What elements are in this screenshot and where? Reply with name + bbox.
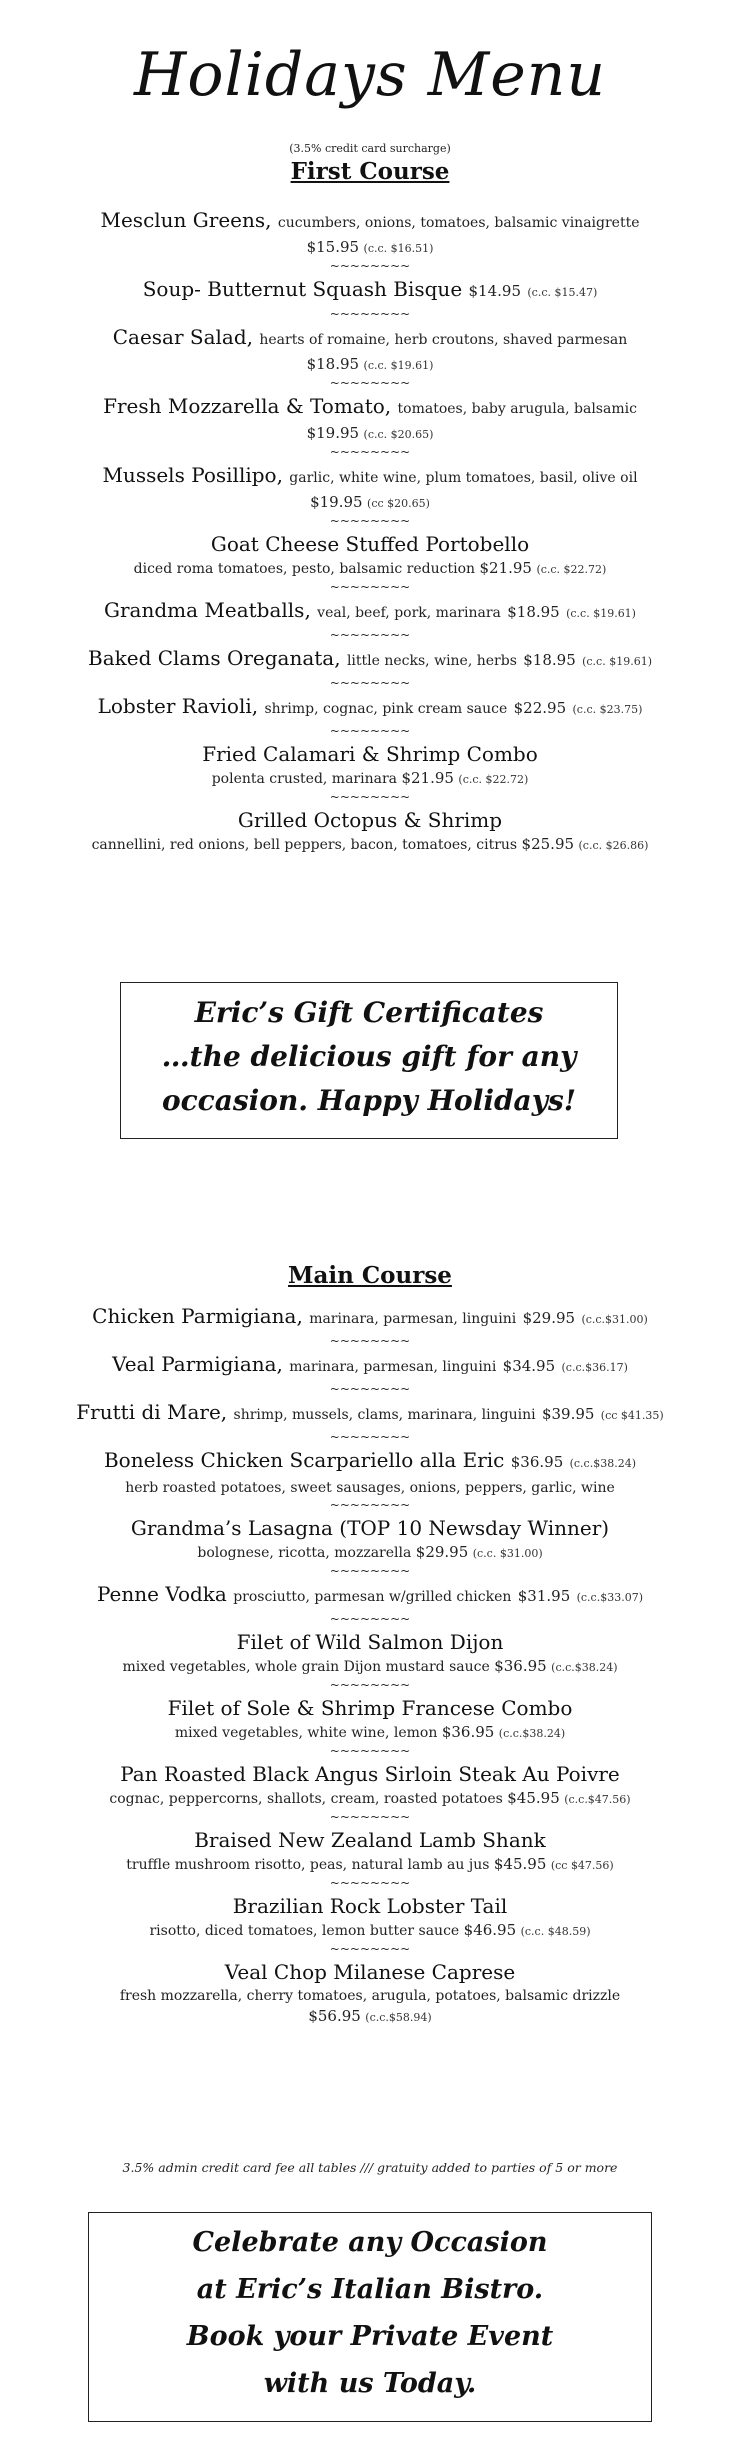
dish-price: $46.95: [463, 1921, 517, 1939]
dish-description: polenta crusted, marinara: [211, 771, 397, 787]
dish-description: veal, beef, pork, marinara: [317, 605, 501, 621]
tilde-separator: ~~~~~~~~: [329, 1942, 411, 1956]
dish-name: Braised New Zealand Lamb Shank: [194, 1828, 546, 1852]
dish-name: Fresh Mozzarella & Tomato,: [103, 394, 392, 418]
tilde-separator: ~~~~~~~~: [329, 514, 411, 528]
dish-price: $25.95: [521, 835, 575, 853]
dish-price: $14.95: [468, 282, 522, 300]
dish-name: Chicken Parmigiana,: [92, 1304, 303, 1328]
dish-cc-price: (c.c. $22.72): [458, 773, 529, 786]
dish-description: shrimp, mussels, clams, marinara, linguini: [233, 1407, 536, 1423]
tilde-separator: ~~~~~~~~: [329, 445, 411, 459]
dish-name: Mussels Posillipo,: [102, 463, 283, 487]
dish-cc-price: (c.c.$36.17): [561, 1361, 628, 1374]
dish-name: Grandma’s Lasagna (TOP 10 Newsday Winner): [130, 1516, 610, 1540]
menu-item: [0, 1398, 740, 1430]
first-course-heading: First Course: [290, 158, 450, 185]
tilde-separator: ~~~~~~~~: [329, 259, 411, 273]
menu-item: [0, 644, 740, 676]
menu-item: [0, 530, 740, 580]
event-box-line: at Eric’s Italian Bistro.: [196, 2274, 544, 2305]
dish-cc-price: (c.c. $22.72): [536, 563, 607, 576]
dish-name: Mesclun Greens,: [100, 208, 272, 232]
menu-item: [0, 1350, 740, 1382]
tilde-separator: ~~~~~~~~: [329, 1498, 411, 1512]
dish-description: bolognese, ricotta, mozzarella: [197, 1545, 412, 1561]
dish-cc-price: (c.c.$38.24): [569, 1457, 636, 1470]
dish-cc-price: (c.c. $19.61): [582, 655, 652, 668]
tilde-separator: ~~~~~~~~: [329, 676, 411, 690]
menu-item: [0, 1628, 740, 1678]
menu-item: [0, 806, 740, 856]
dish-name: Filet of Sole & Shrimp Francese Combo: [167, 1696, 573, 1720]
dish-price: $19.95: [306, 424, 360, 442]
menu-item: [0, 1958, 740, 2028]
tilde-separator: ~~~~~~~~: [329, 628, 411, 642]
tilde-separator: ~~~~~~~~: [329, 1744, 411, 1758]
menu-item: [0, 740, 740, 790]
dish-price: $29.95: [522, 1309, 576, 1327]
tilde-separator: ~~~~~~~~: [329, 1430, 411, 1444]
dish-cc-price: (cc $41.35): [600, 1409, 664, 1422]
dish-description: cucumbers, onions, tomatoes, balsamic vinaigrette: [277, 215, 640, 231]
dish-price: $18.95: [306, 355, 360, 373]
dish-description: prosciutto, parmesan w/grilled chicken: [233, 1589, 512, 1605]
dish-price: $21.95: [479, 559, 532, 577]
dish-name: Pan Roasted Black Angus Sirloin Steak Au Poivre: [120, 1762, 620, 1786]
dish-description: herb roasted potatoes, sweet sausages, onions, peppers, garlic, wine: [125, 1480, 615, 1496]
menu-item: [0, 1826, 740, 1876]
dish-name: Soup- Butternut Squash Bisque: [142, 277, 463, 301]
dish-name: Goat Cheese Stuffed Portobello: [210, 532, 530, 556]
dish-price: $19.95: [310, 493, 363, 511]
tilde-separator: ~~~~~~~~: [329, 376, 411, 390]
dish-description: mixed vegetables, white wine, lemon: [174, 1725, 438, 1741]
dish-cc-price: (c.c.$38.24): [498, 1727, 566, 1740]
tilde-separator: ~~~~~~~~: [329, 724, 411, 738]
dish-cc-price: (c.c.$58.94): [365, 2011, 432, 2024]
dish-price: $18.95: [507, 603, 560, 621]
dish-cc-price: (c.c. $15.47): [527, 286, 598, 299]
dish-description: cannellini, red onions, bell peppers, bacon, tomatoes, citrus: [91, 837, 518, 853]
dish-price: $31.95: [517, 1587, 571, 1605]
dish-description: tomatoes, baby arugula, balsamic: [397, 401, 637, 417]
dish-name: Veal Parmigiana,: [112, 1352, 283, 1376]
tilde-separator: ~~~~~~~~: [329, 1564, 411, 1578]
tilde-separator: ~~~~~~~~: [329, 1382, 411, 1396]
menu-item: [0, 1694, 740, 1744]
event-box-line: Celebrate any Occasion: [192, 2227, 548, 2258]
gift-box-line: Eric’s Gift Certificates: [194, 996, 544, 1029]
dish-name: Baked Clams Oreganata,: [88, 646, 341, 670]
menu-item: [0, 392, 740, 445]
dish-description: shrimp, cognac, pink cream sauce: [264, 701, 508, 717]
gift-certificates-box: [120, 982, 618, 1139]
dish-name: Filet of Wild Salmon Dijon: [236, 1630, 504, 1654]
dish-description: fresh mozzarella, cherry tomatoes, arugula, potatoes, balsamic drizzle: [119, 1988, 621, 2004]
surcharge-note: (3.5% credit card surcharge): [289, 142, 451, 155]
dish-cc-price: (c.c.$31.00): [581, 1313, 648, 1326]
tilde-separator: ~~~~~~~~: [329, 307, 411, 321]
gift-box-line: …the delicious gift for any: [161, 1040, 577, 1073]
dish-name: Grandma Meatballs,: [104, 598, 311, 622]
dish-price: $34.95: [502, 1357, 556, 1375]
menu-item: [0, 1302, 740, 1334]
dish-price: $22.95: [513, 699, 567, 717]
dish-cc-price: (cc $47.56): [550, 1859, 614, 1872]
dish-cc-price: (c.c.$38.24): [551, 1661, 618, 1674]
footer-note: 3.5% admin credit card fee all tables /// gratuity added to parties of 5 or more: [122, 2160, 618, 2175]
menu-item: [0, 1760, 740, 1810]
menu-item: [0, 461, 740, 514]
dish-cc-price: (c.c. $19.61): [363, 359, 434, 372]
menu-item: [0, 1892, 740, 1942]
private-event-box: [88, 2212, 652, 2422]
dish-cc-price: (c.c. $48.59): [520, 1925, 591, 1938]
dish-description: mixed vegetables, whole grain Dijon mustard sauce: [122, 1659, 490, 1675]
dish-price: $45.95: [493, 1855, 547, 1873]
dish-name: Boneless Chicken Scarpariello alla Eric: [103, 1448, 505, 1472]
gift-box-line: occasion. Happy Holidays!: [161, 1084, 577, 1117]
dish-price: $45.95: [507, 1789, 560, 1807]
main-course-heading: Main Course: [288, 1262, 452, 1289]
dish-name: Fried Calamari & Shrimp Combo: [202, 742, 538, 766]
tilde-separator: ~~~~~~~~: [329, 1876, 411, 1890]
main-course-list: [0, 1302, 740, 2028]
dish-name: Veal Chop Milanese Caprese: [224, 1960, 516, 1984]
dish-name: Lobster Ravioli,: [97, 694, 259, 718]
event-box-line: with us Today.: [263, 2368, 477, 2399]
menu-item: [0, 206, 740, 259]
tilde-separator: ~~~~~~~~: [329, 1334, 411, 1348]
tilde-separator: ~~~~~~~~: [329, 580, 411, 594]
dish-cc-price: (c.c. $31.00): [472, 1547, 543, 1560]
dish-cc-price: (c.c. $19.61): [566, 607, 636, 620]
menu-item: [0, 596, 740, 628]
dish-description: hearts of romaine, herb croutons, shaved parmesan: [259, 332, 628, 348]
dish-cc-price: (c.c. $23.75): [572, 703, 643, 716]
dish-price: $56.95: [308, 2007, 361, 2025]
dish-description: marinara, parmesan, linguini: [289, 1359, 497, 1375]
menu-title: Holidays Menu: [134, 40, 606, 110]
dish-description: marinara, parmesan, linguini: [309, 1311, 517, 1327]
event-box-line: Book your Private Event: [186, 2321, 554, 2352]
dish-cc-price: (c.c. $20.65): [363, 428, 434, 441]
dish-price: $36.95: [494, 1657, 547, 1675]
dish-name: Grilled Octopus & Shrimp: [237, 808, 503, 832]
dish-name: Frutti di Mare,: [76, 1400, 228, 1424]
dish-price: $15.95: [306, 238, 360, 256]
dish-description: cognac, peppercorns, shallots, cream, roasted potatoes: [109, 1791, 503, 1807]
menu-item: [0, 323, 740, 376]
tilde-separator: ~~~~~~~~: [329, 1678, 411, 1692]
tilde-separator: ~~~~~~~~: [329, 790, 411, 804]
dish-price: $21.95: [401, 769, 454, 787]
dish-cc-price: (cc $20.65): [367, 497, 430, 510]
dish-description: little necks, wine, herbs: [346, 653, 517, 669]
dish-name: Caesar Salad,: [112, 325, 254, 349]
dish-price: $29.95: [415, 1543, 469, 1561]
dish-description: risotto, diced tomatoes, lemon butter sauce: [149, 1923, 460, 1939]
dish-cc-price: (c.c. $16.51): [363, 242, 434, 255]
dish-name: Penne Vodka: [96, 1582, 227, 1606]
dish-description: truffle mushroom risotto, peas, natural lamb au jus: [126, 1857, 490, 1873]
dish-price: $36.95: [510, 1453, 564, 1471]
menu-item: [0, 692, 740, 724]
dish-cc-price: (c.c.$47.56): [564, 1793, 631, 1806]
dish-description: diced roma tomatoes, pesto, balsamic reduction: [133, 561, 476, 577]
menu-item: [0, 1446, 740, 1498]
dish-cc-price: (c.c.$33.07): [576, 1591, 643, 1604]
dish-cc-price: (c.c. $26.86): [578, 839, 649, 852]
dish-price: $36.95: [441, 1723, 495, 1741]
tilde-separator: ~~~~~~~~: [329, 1612, 411, 1626]
dish-description: garlic, white wine, plum tomatoes, basil, olive oil: [289, 470, 638, 486]
menu-item: [0, 275, 740, 307]
menu-item: [0, 1514, 740, 1564]
dish-name: Brazilian Rock Lobster Tail: [232, 1894, 508, 1918]
dish-price: $18.95: [523, 651, 576, 669]
tilde-separator: ~~~~~~~~: [329, 1810, 411, 1824]
first-course-list: [0, 206, 740, 856]
menu-item: [0, 1580, 740, 1612]
dish-price: $39.95: [541, 1405, 595, 1423]
